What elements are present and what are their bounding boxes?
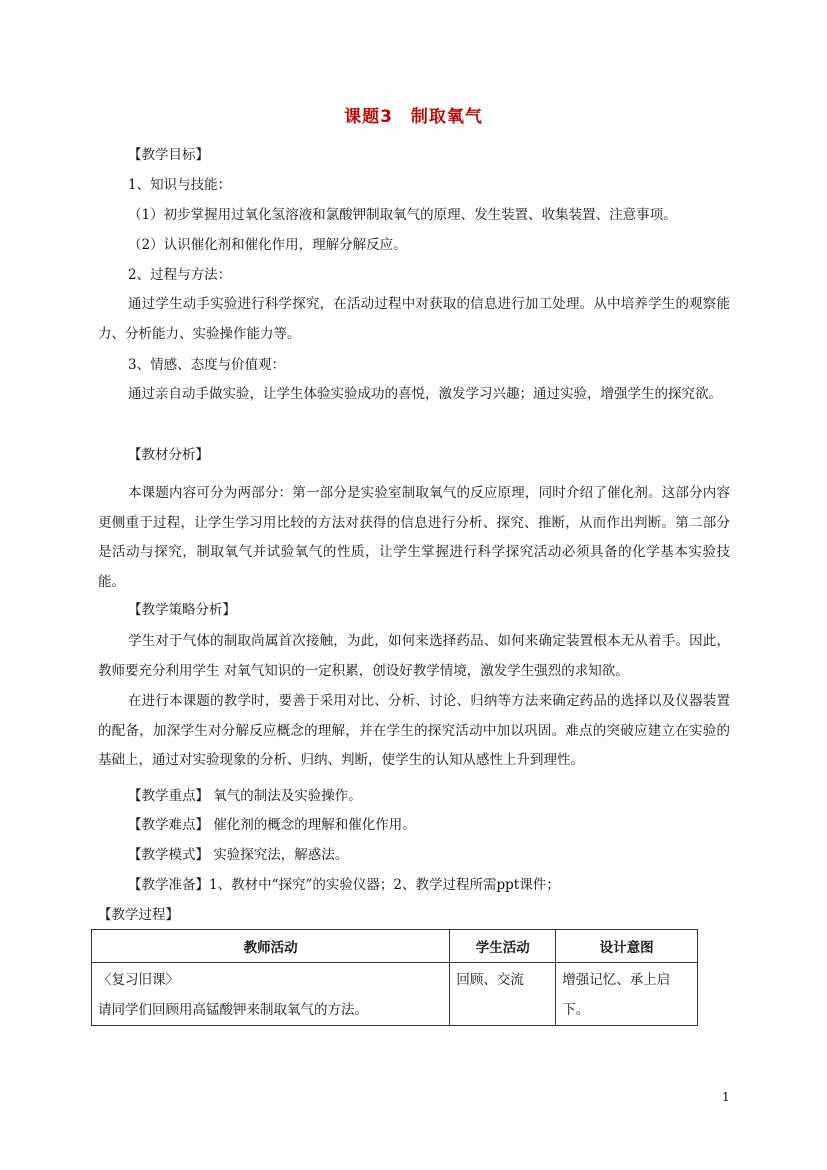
difficulty-label: 【教学难点】 (128, 817, 209, 833)
goal2-heading: 2、过程与方法： (128, 267, 232, 283)
col-header-intent: 设计意图 (556, 930, 698, 963)
goal2-text: 通过学生动手实验进行科学探究，在活动过程中对获取的信息进行加工处理。从中培养学生的观察能力、分析能力、实验操作能力等。 (98, 296, 730, 342)
page-title: 课题3 制取氧气 (344, 107, 483, 127)
table-header-row (92, 930, 698, 963)
key-label: 【教学重点】 (128, 788, 209, 804)
mode-label: 【教学模式】 (128, 847, 209, 863)
teacher-activity-line1: 〈复习旧课〉 (98, 972, 179, 988)
goal3-heading: 3、情感、态度与价值观： (128, 357, 286, 373)
strategy-text-1: 学生对于气体的制取尚属首次接触，为此，如何来选择药品、如何来确定装置根本无从着手。因此，教师要充分利用学生 对氧气知识的一定积累，创设好教学情境，激发学生强烈的求知欲。 (98, 633, 730, 679)
process-heading: 【教学过程】 (98, 907, 179, 923)
material-text: 本课题内容可分为两部分：第一部分是实验室制取氧气的反应原理，同时介绍了催化剂。这部分内容更侧重于过程，让学生学习用比较的方法对获得的信息进行分析、探究、推断，从而作出判断。第二部分是活动与探究，制取氧气并试验氧气的性质，让学生掌握进行科学探究活动必须具备的化学基本实验技能。 (98, 485, 730, 590)
key-point (128, 786, 768, 806)
process-table (91, 929, 698, 1026)
goal1-item1: （1）初步掌握用过氧化氢溶液和氯酸钾制取氧气的原理、发生装置、收集装置、注意事项。 (128, 207, 677, 223)
teaching-mode (128, 845, 768, 865)
design-intent-cell: 增强记忆、承上启下。 (556, 963, 698, 1026)
mode-text: 实验探究法，解惑法。 (213, 847, 349, 863)
material-heading: 【教材分析】 (128, 447, 209, 463)
teaching-prep (128, 875, 768, 895)
teacher-activity-line2: 请同学们回顾用高锰酸钾来制取氧气的方法。 (98, 1002, 368, 1018)
goal3-text: 通过亲自动手做实验，让学生体验实验成功的喜悦，激发学习兴趣；通过实验，增强学生的探究欲。 (128, 386, 722, 402)
goal1-heading: 1、知识与技能： (128, 177, 232, 193)
table-row (92, 963, 698, 1026)
strategy-heading: 【教学策略分析】 (128, 602, 236, 618)
page-number: 1 (722, 1090, 730, 1104)
col-header-teacher: 教师活动 (92, 930, 450, 963)
goal1-item2: （2）认识催化剂和催化作用，理解分解反应。 (128, 237, 407, 253)
strategy-text-2: 在进行本课题的教学时，要善于采用对比、分析、讨论、归纳等方法来确定药品的选择以及仪器装置的配备，加深学生对分解反应概念的理解，并在学生的探究活动中加以巩固。难点的突破应建立在实验的基础上，通过对实验现象的分析、归纳、判断，使学生的认知从感性上升到理性。 (98, 693, 730, 768)
teacher-activity-cell (92, 963, 450, 1026)
col-header-student: 学生活动 (450, 930, 556, 963)
student-activity-cell: 回顾、交流 (450, 963, 556, 1026)
prep-text: 1、教材中“探究”的实验仪器；2、教学过程所需ppt课件； (209, 877, 560, 893)
prep-label: 【教学准备】 (128, 877, 209, 893)
difficulty-text: 催化剂的概念的理解和催化作用。 (213, 817, 416, 833)
key-text: 氧气的制法及实验操作。 (213, 788, 362, 804)
goals-heading: 【教学目标】 (128, 147, 209, 163)
difficulty-point (128, 815, 768, 835)
